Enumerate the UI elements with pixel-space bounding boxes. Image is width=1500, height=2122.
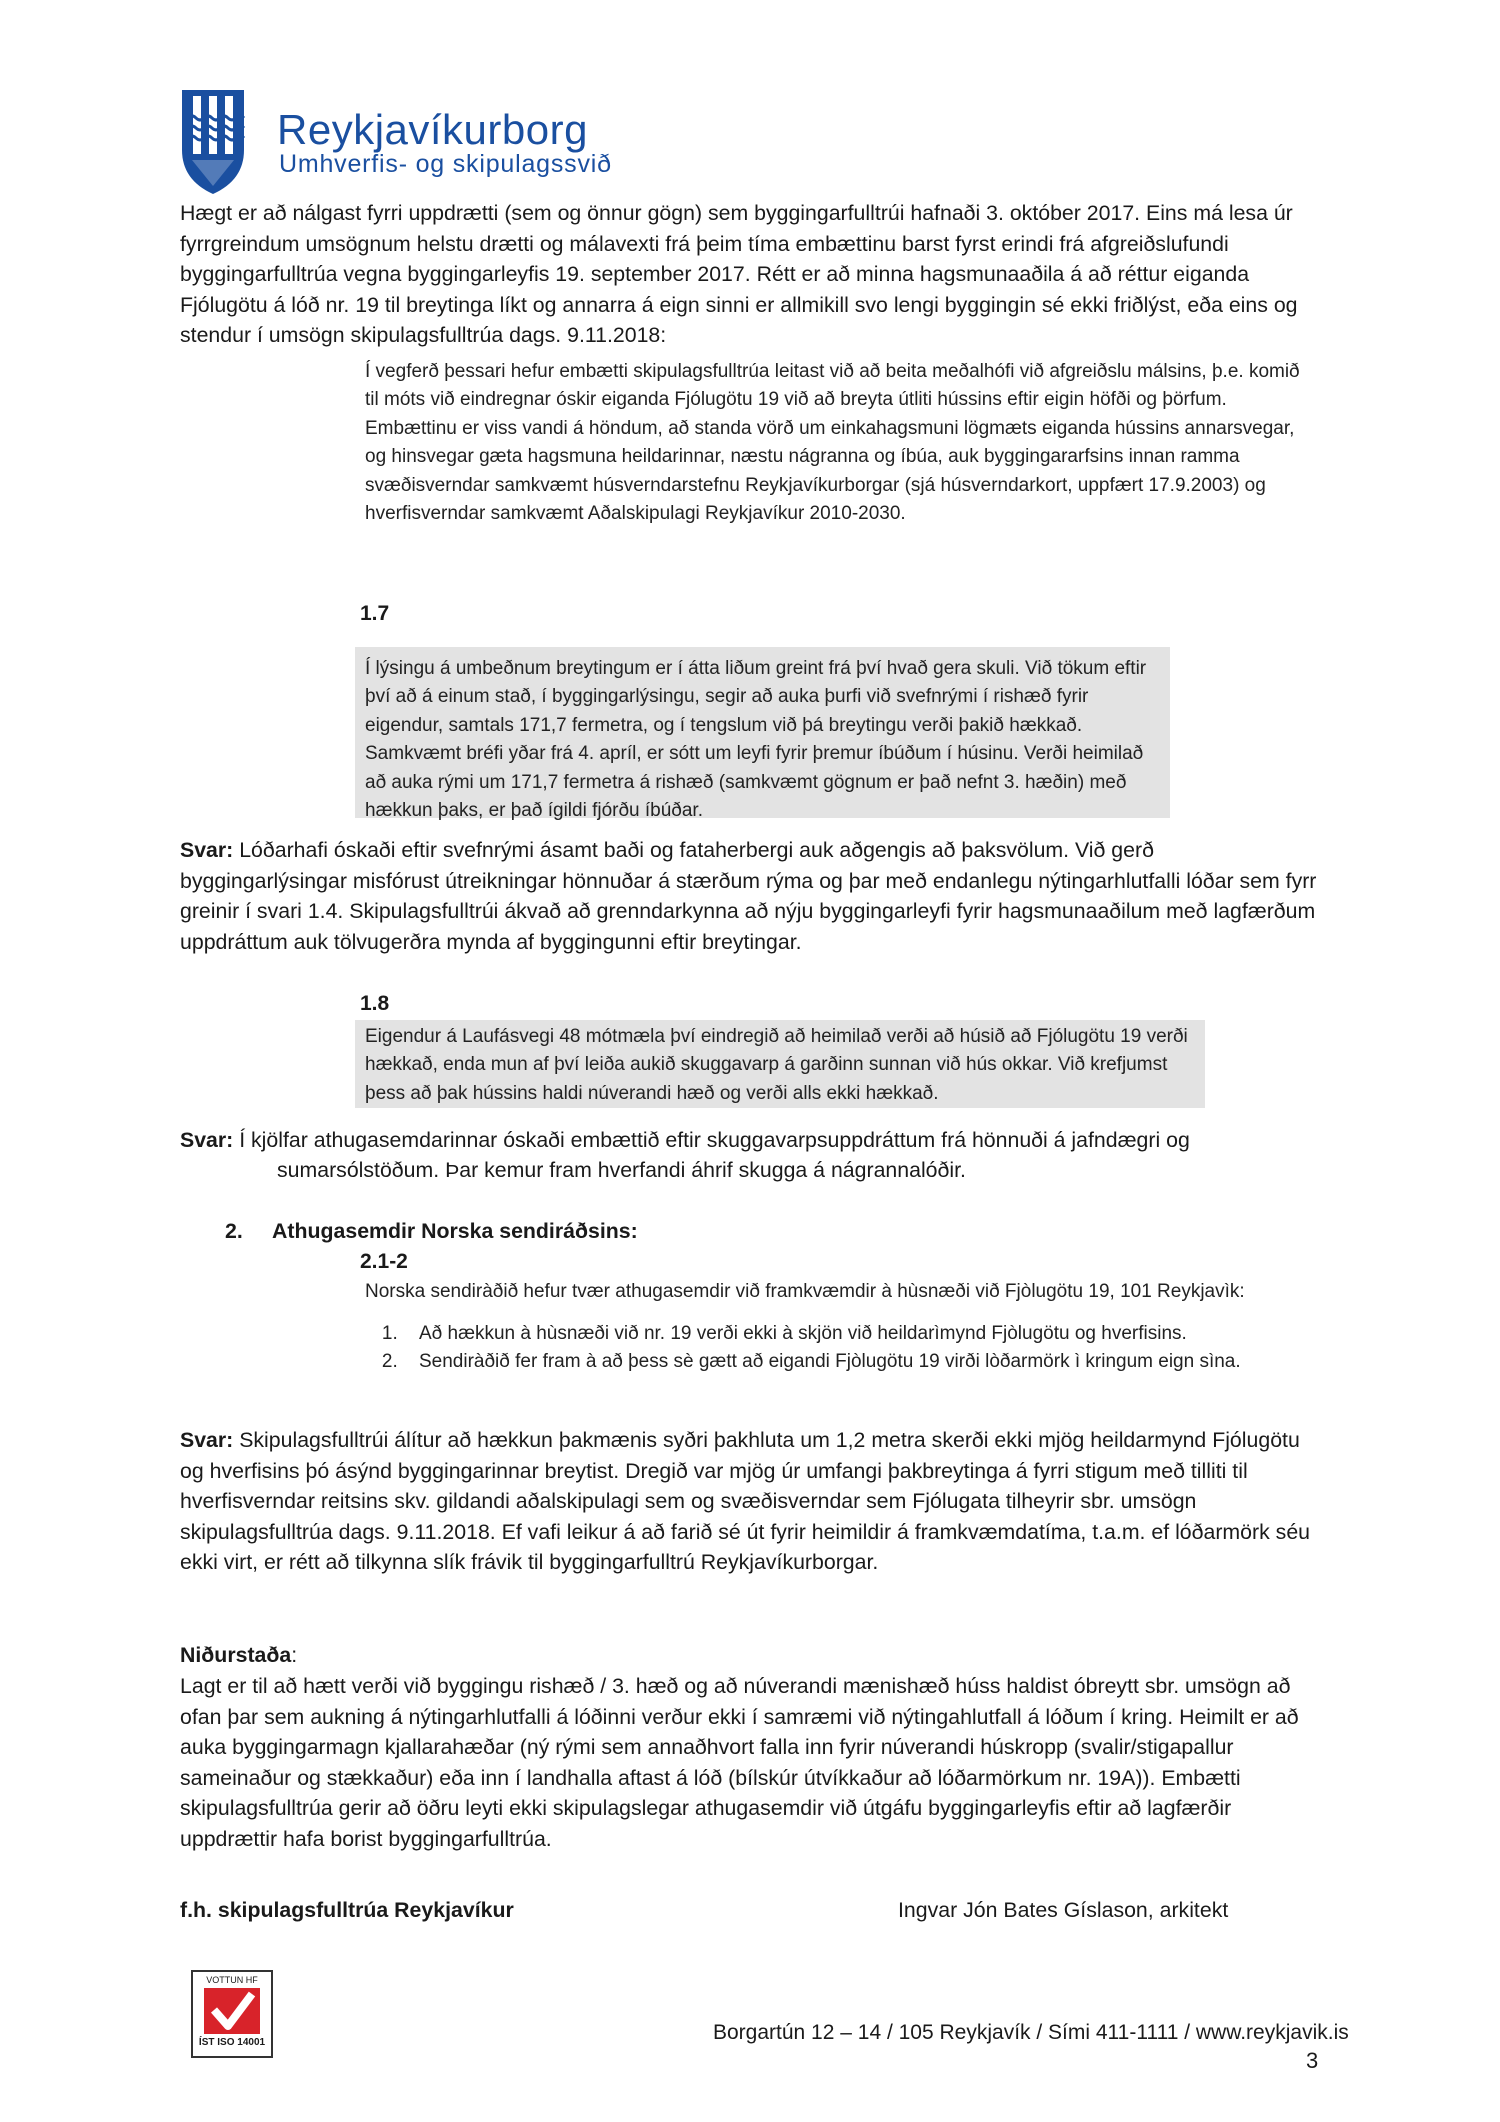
conclusion-colon: : [291,1643,298,1667]
section-2-number: 2. [225,1219,243,1243]
section-2-sub-number: 2.1-2 [360,1250,408,1273]
section-2-title: Athugasemdir Norska sendiráðsins: [272,1219,638,1243]
section-2-quote-list [365,1320,1353,1377]
section-1-8-quote: Eigendur á Laufásvegi 48 mótmæla því eindregið að heimilað verði að húsið að Fjólugötu 19 verði hækkað, enda mun af því leiða aukið skuggavarp á garðinn sunnan við hús okkar. Við krefjumst þess að þak hússins haldi núverandi hæð og verði alls ekki hækkað. [365,1026,1188,1104]
footer-address: Borgartún 12 – 14 / 105 Reykjavík / Sími 411-1111 / www.reykjavik.is [713,2021,1349,2044]
answer-label: Svar: [180,1428,234,1452]
certification-top-text: VOTTUN HF [206,1975,258,1985]
intro-paragraph: Hægt er að nálgast fyrri uppdrætti (sem og önnur gögn) sem byggingarfulltrúi hafnaði 3. október 2017. Eins má lesa úr fyrrgreindum umsögnum helstu drætti og málavexti frá þeim tíma embættinu barst fyrst erindi frá afgreiðslufundi byggingarfulltrúa vegna byggingarleyfis 19. september 2017. Rétt er að minna hagsmunaaðila á að réttur eiganda Fjólugötu á lóð nr. 19 til breytinga líkt og annarra á eign sinni er allmikill svo lengi byggingin sé ekki friðlýst, eða eins og stendur í umsögn skipulagsfulltrúa dags. 9.11.2018: [180,201,1298,348]
coat-of-arms-icon [180,88,246,196]
iso-certification-badge [191,1970,273,2058]
conclusion-text: Lagt er til að hætt verði við byggingu rishæð / 3. hæð og að núverandi mænishæð húss haldist óbreytt sbr. umsögn að ofan þar sem aukning á nýtingarhlutfalli á lóðinni verður ekki í samræmi við nýtingahlutfall á lóðum í kring. Heimilt er að auka byggingarmagn kjallarahæðar (ný rými sem annaðhvort falla inn fyrir núverandi húskropp (svalir/stigapallur sameinaður og stækkaður) eða inn í landhalla aftast á lóð (bílskúr útvíkkaður að lóðarmörkum nr. 19A)). Embætti skipulagsfulltrúa gerir að öðru leyti ekki skipulagslegar athugasemdir við útgáfu byggingarleyfis eftir að lagfærðir uppdrættir hafa borist byggingarfulltrúa. [180,1674,1299,1851]
header-logo [180,88,246,201]
section-1-7-quote: Í lýsingu á umbeðnum breytingum er í átta liðum greint frá því hvað gera skuli. Við tökum eftir því að á einum stað, í byggingarlýsingu, segir að auka þurfi við svefnrými í rishæð fyrir eigendur, samtals 171,7 fermetra, og í tengslum við þá breytingu verði þakið hækkað. Samkvæmt bréfi yðar frá 4. apríl, er sótt um leyfi fyrir þremur íbúðum í húsinu. Verði heimilað að auka rými um 171,7 fermetra á rishæð (samkvæmt gögnum er það nefnt 3. hæðin) með hækkun þaks, er það ígildi fjórðu íbúðar. [365,658,1147,822]
section-1-8-answer-line1: Í kjölfar athugasemdarinnar óskaði embættið eftir skuggavarpsuppdráttum frá hönnuði á jafndægri og [239,1128,1190,1152]
section-1-7-answer [180,835,1320,957]
department-name: Umhverfis- og skipulagssvið [279,150,612,178]
section-1-7-quote-box [355,647,1170,822]
page-number: 3 [1306,2048,1319,2073]
section-2-answer-text: Skipulagsfulltrúi álítur að hækkun þakmænis syðri þakhluta um 1,2 metra skerði ekki mjög heildarmynd Fjólugötu og hverfisins þó ásýnd byggingarinnar breytist. Dregið var mjög úr umfangi þakbreytinga á fyrri stigum með tilliti til hverfisverndar reitsins skv. gildandi aðalskipulagi sem og svæðisverndar sem Fjólugata tilheyrir sbr. umsögn skipulagsfulltrúa dags. 9.11.2018. Ef vafi leikur á að farið sé út fyrir heimildir á framkvæmdatíma, t.a.m. ef lóðarmörk séu ekki virt, er rétt að tilkynna slík frávik til byggingarfulltrú Reykjavíkurborgar. [180,1428,1311,1575]
quote-planning-officer: Í vegferð þessari hefur embætti skipulagsfulltrúa leitast við að beita meðalhófi við afgreiðslu málsins, þ.e. komið til móts við eindregnar óskir eiganda Fjólugötu 19 við að breyta útliti hússins eftir eigin höfði og þörfum. Embættinu er viss vandi á höndum, að standa vörð um einkahagsmuni lögmæts eiganda hússins annarsvegar, og hinsvegar gæta hagsmuna heildarinnar, næstu nágranna og íbúa, auk byggingararfsins innan ramma svæðisverndar samkvæmt húsverndarstefnu Reykjavíkurborgar (sjá húsverndarkort, uppfært 17.9.2003) og hverfisverndar samkvæmt Aðalskipulagi Reykjavíkur 2010-2030. [365,361,1300,525]
answer-label: Svar: [180,1128,234,1152]
section-2-quote-intro: Norska sendiràðið hefur tvær athugasemdir við framkvæmdir à hùsnæði við Fjòlugötu 19, 101 Reykjavìk: [365,1281,1245,1302]
answer-label: Svar: [180,838,234,862]
conclusion-label: Niðurstaða [180,1643,292,1667]
section-1-8-answer [180,1125,1330,1156]
signature-name: Ingvar Jón Bates Gíslason, arkitekt [898,1898,1229,1922]
section-1-8-quote-box [355,1020,1205,1108]
section-1-8-number: 1.8 [360,992,390,1015]
checkmark-icon [202,1986,262,2036]
org-name: Reykjavíkurborg [277,106,588,153]
signature-office: f.h. skipulagsfulltrúa Reykjavíkur [180,1898,514,1922]
section-1-7-number: 1.7 [360,602,390,625]
list-item: 1. Að hækkun à hùsnæði við nr. 19 verði ekki à skjön við heildarìmynd Fjòlugötu og hverfisins. [403,1320,1353,1348]
section-1-7-answer-text: Lóðarhafi óskaði eftir svefnrými ásamt baði og fataherbergi auk aðgengis að þaksvölum. Við gerð byggingarlýsingar misfórust útreikningar hönnuðar á stærðum rýma og þar með endanlegu nýtingarhlutfalli lóðar sem fyrr greinir í svari 1.4. Skipulagsfulltrúi ákvað að grenndarkynna að nýju byggingarleyfi fyrir hagsmunaaðilum með lagfærðum uppdráttum auk tölvugerðra mynda af byggingunni eftir breytingar. [180,838,1317,954]
conclusion-heading [180,1640,297,1671]
section-2-answer [180,1425,1320,1578]
section-1-8-answer-line2: sumarsólstöðum. Þar kemur fram hverfandi áhrif skugga á nágrannalóðir. [277,1158,966,1182]
certification-bottom-text: ÍST ISO 14001 [198,2037,266,2048]
list-item: 2. Sendiràðið fer fram à að þess sè gætt að eigandi Fjòlugötu 19 virði lòðarmörk ì kringum eign sìna. [403,1348,1353,1376]
